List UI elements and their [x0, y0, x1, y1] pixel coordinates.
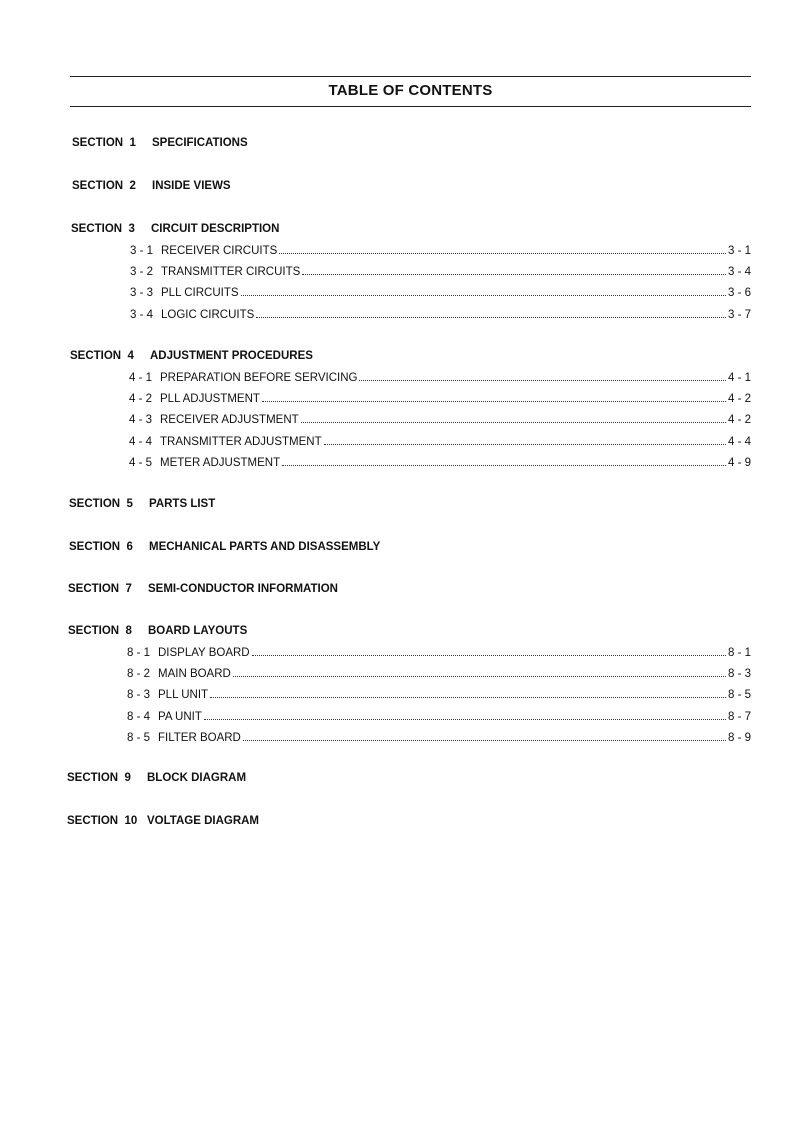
dot-leader	[262, 392, 726, 402]
section-heading	[71, 223, 279, 235]
toc-entry[interactable]	[127, 646, 751, 661]
toc-entry[interactable]	[127, 667, 751, 682]
entry-page-number: 8 - 9	[727, 731, 751, 744]
section-heading	[72, 180, 231, 192]
dot-leader	[252, 646, 726, 656]
section-title: VOLTAGE DIAGRAM	[147, 815, 260, 827]
entry-number: 3 - 1	[130, 245, 154, 257]
toc-entry[interactable]	[130, 286, 751, 301]
dot-leader	[282, 456, 726, 466]
dot-leader	[301, 413, 726, 423]
dot-leader	[256, 308, 726, 318]
section-title: INSIDE VIEWS	[152, 180, 231, 192]
entry-page-number: 8 - 5	[727, 689, 751, 702]
toc-entry[interactable]	[129, 392, 751, 407]
entry-page-number: 3 - 1	[727, 245, 751, 257]
section-title: BOARD LAYOUTS	[148, 625, 248, 637]
dot-leader	[359, 371, 726, 381]
dot-leader	[233, 667, 726, 677]
entry-number: 8 - 3	[127, 689, 151, 702]
entry-number: 4 - 5	[129, 456, 153, 469]
entry-page-number: 4 - 4	[727, 435, 751, 448]
section-number: SECTION 8	[68, 625, 132, 637]
entry-number: 3 - 2	[130, 266, 154, 279]
entry-title: FILTER BOARD	[158, 731, 241, 744]
entry-number: 8 - 1	[127, 647, 151, 659]
entry-page-number: 3 - 6	[727, 287, 751, 300]
toc-entry[interactable]	[129, 413, 751, 428]
entry-title: TRANSMITTER CIRCUITS	[161, 266, 301, 279]
dot-leader	[324, 435, 726, 445]
entry-page-number: 4 - 9	[727, 456, 751, 469]
entry-title: METER ADJUSTMENT	[160, 456, 281, 469]
section-heading	[69, 498, 215, 510]
toc-entry[interactable]	[129, 371, 751, 386]
toc-entry[interactable]	[127, 731, 751, 746]
toc-entry[interactable]	[127, 688, 751, 703]
toc-entry[interactable]	[130, 244, 751, 259]
section-number: SECTION 7	[68, 583, 132, 595]
entry-title: PA UNIT	[158, 710, 202, 723]
entry-title: RECEIVER ADJUSTMENT	[160, 414, 299, 427]
dot-leader	[204, 710, 726, 720]
dot-leader	[302, 265, 726, 275]
entry-number: 3 - 3	[130, 287, 154, 300]
entry-page-number: 8 - 7	[727, 710, 751, 723]
entry-number: 4 - 1	[129, 372, 153, 384]
section-heading	[69, 541, 380, 553]
section-number: SECTION 1	[72, 137, 136, 149]
dot-leader	[210, 688, 726, 698]
entry-number: 8 - 4	[127, 710, 151, 723]
section-heading	[67, 772, 246, 784]
page-title: TABLE OF CONTENTS	[328, 82, 493, 99]
entry-number: 3 - 4	[130, 308, 154, 321]
entry-number: 4 - 3	[129, 414, 153, 427]
section-number: SECTION 10	[67, 815, 138, 827]
toc-entry[interactable]	[130, 308, 751, 323]
section-heading	[68, 625, 247, 637]
entry-title: PLL CIRCUITS	[161, 287, 239, 300]
dot-leader	[241, 286, 726, 296]
entry-title: MAIN BOARD	[158, 668, 231, 681]
dot-leader	[243, 731, 726, 741]
section-number: SECTION 9	[67, 772, 131, 784]
entry-title: PREPARATION BEFORE SERVICING	[160, 372, 358, 384]
entry-page-number: 4 - 2	[727, 393, 751, 406]
toc-entry[interactable]	[129, 435, 751, 450]
section-number: SECTION 5	[69, 498, 133, 510]
dot-leader	[279, 244, 726, 254]
section-number: SECTION 2	[72, 180, 136, 192]
entry-title: PLL UNIT	[158, 689, 209, 702]
toc-entry[interactable]	[127, 710, 751, 725]
entry-page-number: 4 - 2	[727, 414, 751, 427]
entry-page-number: 3 - 4	[727, 266, 751, 279]
entry-title: RECEIVER CIRCUITS	[161, 245, 278, 257]
entry-page-number: 3 - 7	[727, 308, 751, 321]
entry-number: 4 - 2	[129, 393, 153, 406]
entry-number: 8 - 5	[127, 731, 151, 744]
entry-page-number: 4 - 1	[727, 372, 751, 384]
section-number: SECTION 3	[71, 223, 135, 235]
entry-title: PLL ADJUSTMENT	[160, 393, 260, 406]
entry-title: DISPLAY BOARD	[158, 647, 250, 659]
section-heading	[70, 350, 313, 362]
toc-entry[interactable]	[129, 456, 751, 471]
entry-page-number: 8 - 3	[727, 668, 751, 681]
section-number: SECTION 4	[70, 350, 134, 362]
section-heading	[68, 583, 338, 595]
section-number: SECTION 6	[69, 541, 133, 553]
section-title: ADJUSTMENT PROCEDURES	[150, 350, 313, 362]
section-title: SEMI-CONDUCTOR INFORMATION	[148, 583, 338, 595]
section-title: BLOCK DIAGRAM	[147, 772, 247, 784]
entry-number: 8 - 2	[127, 668, 151, 681]
section-title: CIRCUIT DESCRIPTION	[151, 223, 280, 235]
section-title: SPECIFICATIONS	[152, 137, 248, 149]
toc-entry[interactable]	[130, 265, 751, 280]
section-heading	[67, 815, 259, 827]
entry-title: LOGIC CIRCUITS	[161, 308, 255, 321]
section-title: PARTS LIST	[149, 498, 216, 510]
section-heading	[72, 137, 248, 149]
section-title: MECHANICAL PARTS AND DISASSEMBLY	[149, 541, 381, 553]
entry-number: 4 - 4	[129, 435, 153, 448]
entry-page-number: 8 - 1	[727, 647, 751, 659]
entry-title: TRANSMITTER ADJUSTMENT	[160, 435, 322, 448]
